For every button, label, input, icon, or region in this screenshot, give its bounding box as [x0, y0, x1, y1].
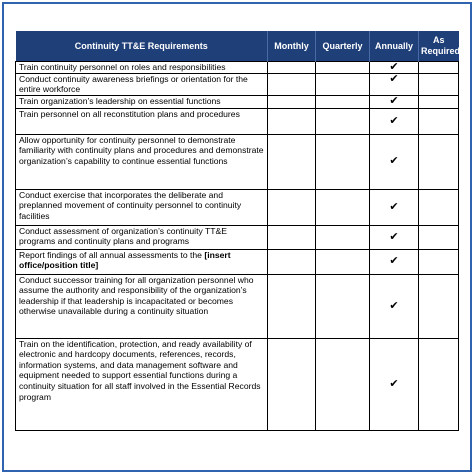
table-row	[16, 189, 459, 225]
table-row	[16, 134, 459, 189]
quarterly-cell	[316, 108, 370, 134]
requirement-text	[16, 249, 268, 274]
monthly-cell	[268, 73, 316, 95]
check-icon: ✔	[370, 61, 419, 73]
header-requirements: Continuity TT&E Requirements	[74, 40, 208, 51]
quarterly-cell	[316, 61, 370, 73]
requirement-text-plain: Report findings of all annual assessments to the	[19, 249, 205, 260]
tte-requirements-table	[15, 31, 459, 431]
quarterly-cell	[316, 338, 370, 430]
monthly-cell	[268, 95, 316, 108]
as-required-cell	[419, 95, 459, 108]
table-header	[16, 31, 459, 61]
as-required-cell	[419, 274, 459, 338]
check-icon: ✔	[370, 338, 419, 430]
requirement-text: Train on the identification, protection, and ready availability of electronic and hardcopy documents, references, records, information systems, and data management software and equipment needed to support essential functions during a continuity situation for all staff involved in the Essential Records program	[16, 338, 268, 430]
quarterly-cell	[316, 274, 370, 338]
table-row	[16, 73, 459, 95]
requirement-text: Allow opportunity for continuity personnel to demonstrate familiarity with continuity plans and procedures and demonstrate organization’s capability to continue essential functions	[16, 134, 268, 189]
monthly-cell	[268, 225, 316, 249]
header-quarterly: Quarterly	[316, 31, 370, 61]
check-icon: ✔	[370, 73, 419, 95]
table-row	[16, 225, 459, 249]
as-required-cell	[419, 189, 459, 225]
as-required-cell	[419, 249, 459, 274]
monthly-cell	[268, 249, 316, 274]
requirement-text: Conduct continuity awareness briefings or orientation for the entire workforce	[16, 73, 268, 95]
table-row	[16, 249, 459, 274]
requirement-text: Train continuity personnel on roles and responsibilities	[16, 61, 268, 73]
quarterly-cell	[316, 73, 370, 95]
header-annually: Annually	[370, 31, 419, 61]
table-row	[16, 338, 459, 430]
as-required-cell	[419, 61, 459, 73]
quarterly-cell	[316, 249, 370, 274]
requirement-text: Conduct successor training for all organization personnel who assume the authority and responsibility of the organization’s leadership if that leadership is incapacitated or becomes otherwise unavailable during a continuity situation	[16, 274, 268, 338]
table-row	[16, 61, 459, 73]
monthly-cell	[268, 108, 316, 134]
check-icon: ✔	[370, 225, 419, 249]
monthly-cell	[268, 189, 316, 225]
requirement-text: Conduct exercise that incorporates the deliberate and preplanned movement of continuity personnel to continuity facilities	[16, 189, 268, 225]
quarterly-cell	[316, 189, 370, 225]
monthly-cell	[268, 338, 316, 430]
monthly-cell	[268, 274, 316, 338]
as-required-cell	[419, 73, 459, 95]
monthly-cell	[268, 61, 316, 73]
requirement-text: Train personnel on all reconstitution plans and procedures	[16, 108, 268, 134]
check-icon: ✔	[370, 189, 419, 225]
table-row	[16, 95, 459, 108]
header-monthly: Monthly	[268, 31, 316, 61]
check-icon: ✔	[370, 108, 419, 134]
check-icon: ✔	[370, 249, 419, 274]
quarterly-cell	[316, 134, 370, 189]
as-required-cell	[419, 225, 459, 249]
as-required-cell	[419, 338, 459, 430]
as-required-cell	[419, 134, 459, 189]
requirement-placeholder: [insert office/position title]	[19, 249, 231, 271]
check-icon: ✔	[370, 134, 419, 189]
monthly-cell	[268, 134, 316, 189]
check-icon: ✔	[370, 274, 419, 338]
quarterly-cell	[316, 95, 370, 108]
header-as-required: As Required	[419, 31, 459, 61]
check-icon: ✔	[370, 95, 419, 108]
requirement-text: Train organization’s leadership on essential functions	[16, 95, 268, 108]
table-row	[16, 108, 459, 134]
table-row	[16, 274, 459, 338]
as-required-cell	[419, 108, 459, 134]
quarterly-cell	[316, 225, 370, 249]
requirement-text: Conduct assessment of organization’s continuity TT&E programs and continuity plans and programs	[16, 225, 268, 249]
